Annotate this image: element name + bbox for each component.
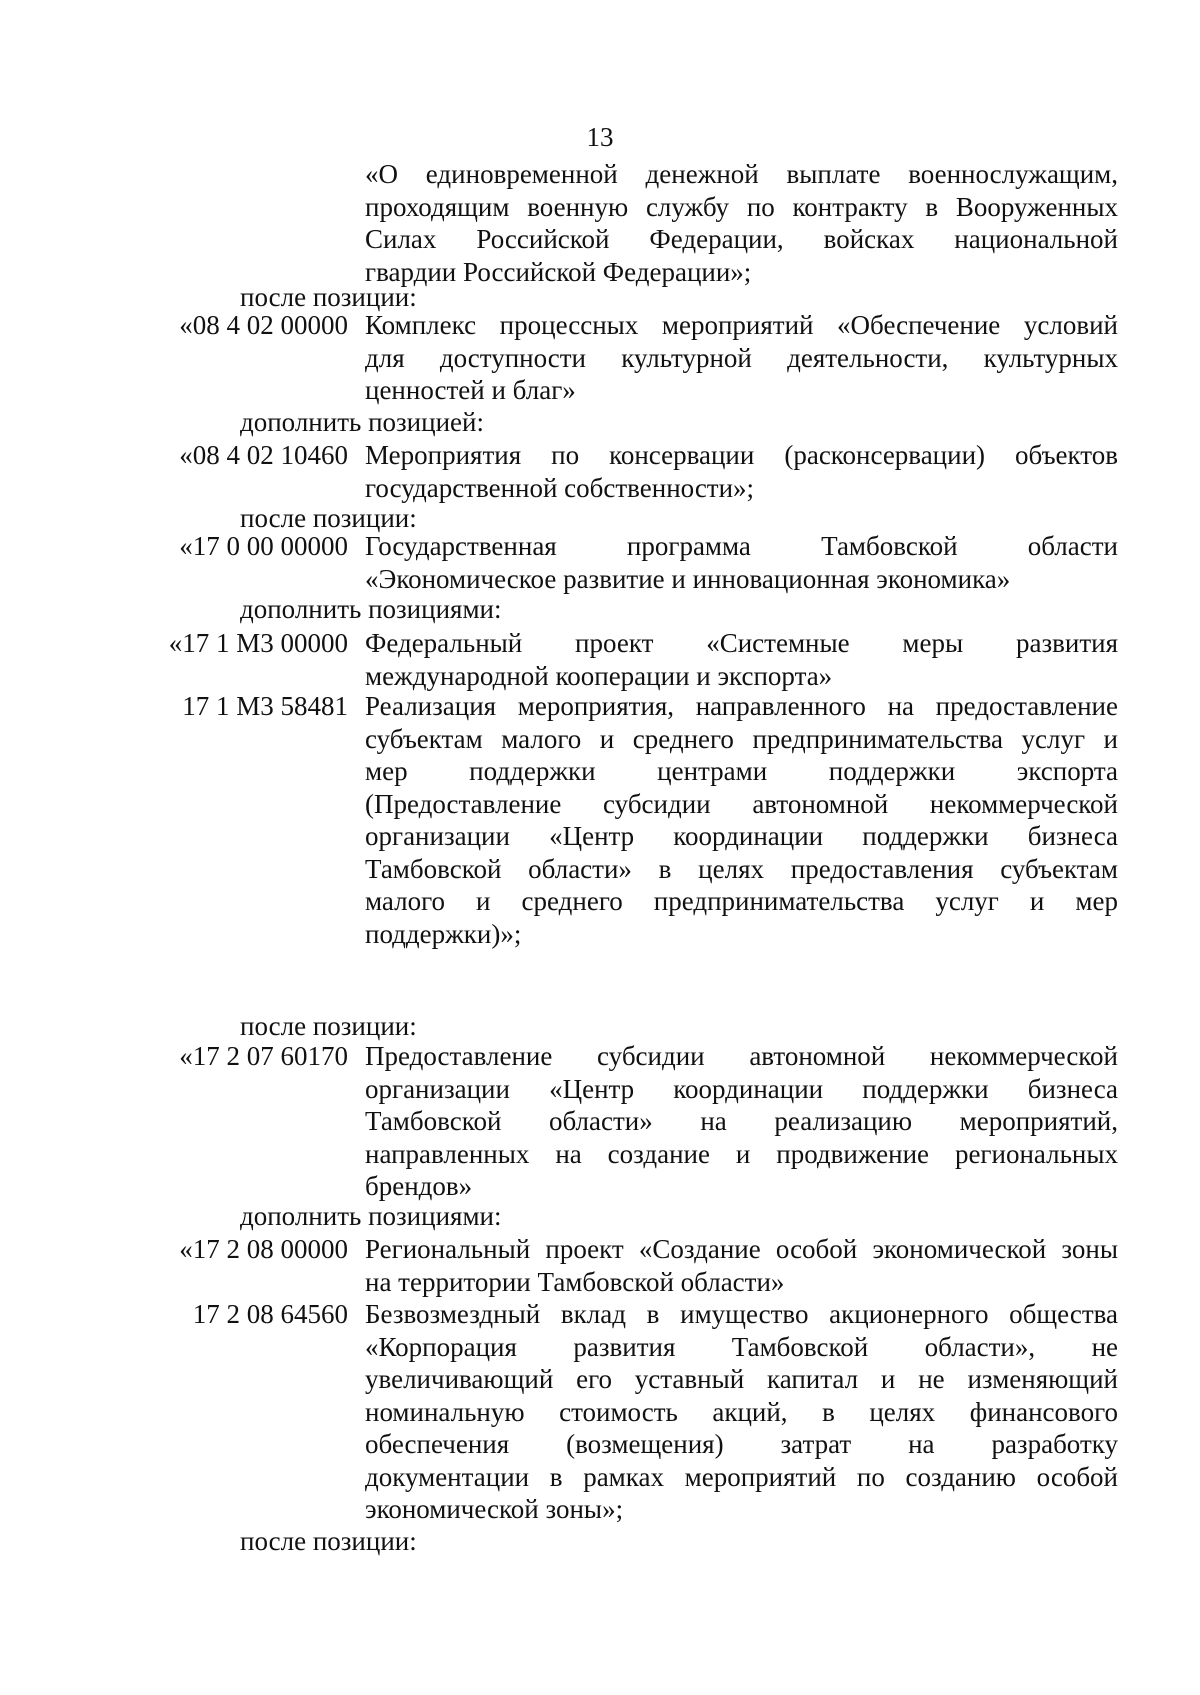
position-line: «Корпорация развития Тамбовской области», не (365, 1331, 1118, 1362)
position-text (365, 1233, 1118, 1298)
position-line: Реализация мероприятия, направленного на предоставление (365, 691, 1118, 721)
intro-line: Силах Российской Федерации, войсках национальной (365, 224, 1118, 254)
instruction-add: дополнить позицией: (240, 407, 484, 437)
position-text (365, 309, 1118, 407)
position-line: международной кооперации и экспорта» (365, 660, 833, 691)
instruction-after: после позиции: (240, 282, 417, 312)
position-line: документации в рамках мероприятий по созданию особой (365, 1461, 1118, 1492)
instruction-add: дополнить позициями: (240, 594, 502, 624)
intro-line: проходящим военную службу по контракту в Вооруженных (365, 191, 1118, 222)
position-line: государственной собственности»; (365, 472, 755, 503)
position-line: мер поддержки центрами поддержки экспорта (365, 756, 1118, 786)
position-line: субъектам малого и среднего предпринимательства услуг и (365, 723, 1118, 754)
instruction-add: дополнить позициями: (240, 1201, 502, 1231)
position-text (365, 690, 1118, 950)
position-code: «08 4 02 00000 (179, 310, 348, 340)
position-line: «Экономическое развитие и инновационная экономика» (365, 563, 1011, 594)
position-line: Региональный проект «Создание особой экономической зоны (365, 1234, 1118, 1264)
instruction-after: после позиции: (240, 503, 417, 533)
position-line: организации «Центр координации поддержки бизнеса (365, 821, 1118, 851)
position-code: 17 1 М3 58481 (182, 691, 348, 721)
position-code: «17 1 М3 00000 (168, 628, 348, 658)
position-line: Безвозмездный вклад в имущество акционерного общества (365, 1299, 1118, 1329)
position-line: Тамбовской области» на реализацию мероприятий, (365, 1106, 1118, 1136)
intro-paragraph (365, 158, 1118, 288)
position-text (365, 530, 1118, 595)
position-line: ценностей и благ» (365, 375, 576, 405)
position-text (365, 439, 1118, 504)
position-code: «08 4 02 10460 (179, 440, 348, 470)
position-line: (Предоставление субсидии автономной некоммерческой (365, 788, 1118, 819)
position-line: Предоставление субсидии автономной некоммерческой (365, 1041, 1118, 1071)
instruction-after: после позиции: (240, 1011, 417, 1041)
position-code: «17 0 00 00000 (179, 531, 348, 561)
position-line: Мероприятия по консервации (расконсервации) объектов (365, 440, 1118, 470)
position-line: организации «Центр координации поддержки бизнеса (365, 1073, 1118, 1104)
position-line: брендов» (365, 1171, 473, 1201)
position-line: направленных на создание и продвижение региональных (365, 1138, 1118, 1169)
position-line: для доступности культурной деятельности, культурных (365, 342, 1118, 373)
position-line: номинальную стоимость акций, в целях финансового (365, 1396, 1118, 1427)
position-text (365, 1298, 1118, 1526)
position-line: экономической зоны»; (365, 1494, 624, 1524)
position-line: поддержки)»; (365, 918, 522, 949)
position-line: на территории Тамбовской области» (365, 1266, 785, 1297)
position-line: малого и среднего предпринимательства услуг и мер (365, 886, 1118, 916)
instruction-after: после позиции: (240, 1526, 417, 1556)
position-line: Государственная программа Тамбовской области (365, 531, 1118, 561)
position-line: Комплекс процессных мероприятий «Обеспечение условий (365, 310, 1118, 340)
page-number: 13 (586, 122, 614, 152)
position-code: «17 2 07 60170 (179, 1041, 348, 1071)
position-text (365, 627, 1118, 692)
position-text (365, 1040, 1118, 1203)
position-line: Федеральный проект «Системные меры развития (365, 628, 1118, 658)
position-line: Тамбовской области» в целях предоставления субъектам (365, 853, 1118, 884)
intro-line: гвардии Российской Федерации»; (365, 256, 752, 287)
position-line: обеспечения (возмещения) затрат на разработку (365, 1429, 1118, 1459)
intro-line: «О единовременной денежной выплате военнослужащим, (365, 159, 1118, 189)
position-code: 17 2 08 64560 (192, 1299, 348, 1329)
position-code: «17 2 08 00000 (179, 1234, 348, 1264)
position-line: увеличивающий его уставный капитал и не изменяющий (365, 1364, 1118, 1394)
